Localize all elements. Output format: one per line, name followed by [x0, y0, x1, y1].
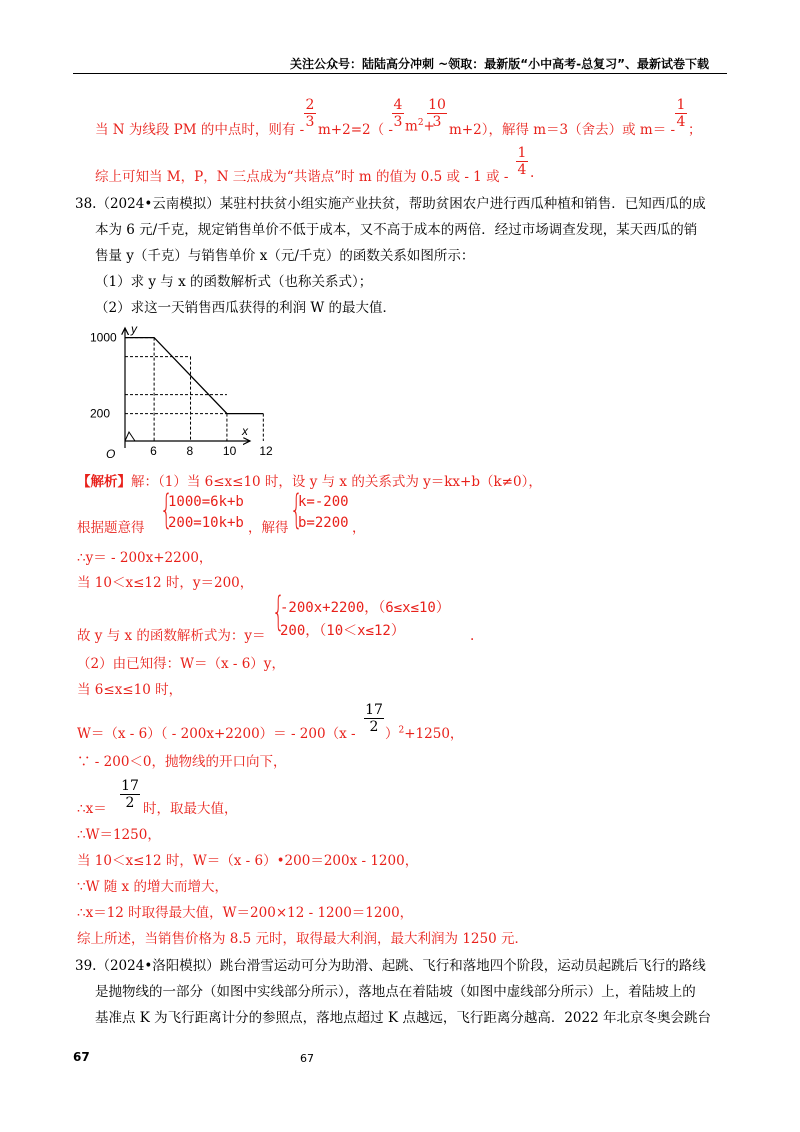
prev-text-period: . — [530, 165, 535, 181]
q38-part-2: （2）求这一天销售西瓜获得的利润 W 的最大值． — [95, 300, 397, 316]
solution-line-12: 当 10＜x≤12 时，W＝（x - 6）•200＝200x - 1200， — [77, 853, 419, 869]
fraction-4-3 — [392, 98, 404, 129]
fraction-17-2-b — [120, 779, 140, 810]
solution-line-6: （2）由已知得：W＝（x - 6）y， — [77, 656, 285, 672]
q38-line-1: 38.（2024•云南模拟）某驻村扶贫小组实施产业扶贫，帮助贫困农户进行西瓜种植和销售．已知西瓜的成 — [75, 196, 706, 212]
solution-line-9: ∵ - 200＜0，抛物线的开口向下， — [77, 754, 287, 770]
fraction-numerator: 17 — [121, 778, 139, 794]
page-number-center: 67 — [300, 1052, 314, 1065]
exponent: 2 — [398, 725, 405, 736]
var-m: m — [405, 118, 418, 135]
prev-line-1 — [95, 118, 304, 138]
prev-text-f: ； — [688, 122, 702, 138]
solution-text-2b: ，解得 — [248, 520, 289, 536]
page-number-left: 67 — [73, 1050, 90, 1064]
system-2-line-a: k=-200 — [298, 494, 349, 510]
solution-line-7: 当 6≤x≤10 时， — [77, 682, 183, 698]
q39-line-1: 39.（2024•洛阳模拟）跳台滑雪运动可分为助滑、起跳、飞行和落地四个阶段，运动员起跳后飞行的路线 — [75, 958, 706, 974]
y-tick-label-200: 200 — [90, 406, 111, 421]
solution-line-4: 当 10＜x≤12 时，y＝200， — [77, 575, 254, 591]
solution-text-10b: 时，取最大值， — [143, 801, 238, 817]
solution-line-14: ∴x＝12 时取得最大值，W＝200×12 - 1200＝1200， — [77, 905, 414, 921]
fraction-denominator: 2 — [369, 719, 379, 735]
page-header: 关注公众号：陆陆高分冲刺 ~领取：最新版“小中高考-总复习”、最新试卷下载 — [290, 57, 709, 71]
q38-line-2: 本为 6 元/千克，规定销售单价不低于成本，又不高于成本的两倍．经过市场调查发现，某天西瓜的销 — [95, 222, 698, 238]
prev-line-2: 综上可知当 M，P，N 三点成为“共谐点”时 m 的值为 0.5 或 - 1 或 - — [95, 169, 509, 185]
plus-sign: + — [423, 118, 435, 135]
q38-part-1: （1）求 y 与 x 的函数解析式（也称关系式）； — [95, 274, 373, 290]
fraction-10-3 — [427, 98, 447, 129]
piecewise-line-a: -200x+2200，（6≤x≤10） — [280, 600, 450, 616]
system-equations-2: { k=-200 b=2200 — [290, 487, 349, 533]
exponent: 2 — [417, 118, 424, 128]
solution-text-8b — [385, 722, 463, 742]
axis-break — [125, 432, 135, 441]
fraction-numerator: 4 — [393, 97, 403, 113]
prev-text-b: m+2=2（ - — [318, 122, 393, 138]
prev-text-e: m+2），解得 m＝3（舍去）或 m＝ - — [449, 122, 676, 138]
fraction-numerator: 10 — [428, 97, 446, 113]
q38-line-3: 售量 y（千克）与销售单价 x（元/千克）的函数关系如图所示： — [95, 248, 475, 264]
q39-line-2: 是抛物线的一部分（如图中实线部分所示），落地点在着陆坡（如图中虚线部分所示）上，着陆坡上的 — [95, 984, 696, 1000]
x-tick-label-12: 12 — [259, 444, 273, 458]
series-line — [125, 338, 263, 414]
header-rule — [73, 73, 727, 74]
system-1-line-b: 200=10k+b — [168, 515, 244, 531]
solution-text-5a: 故 y 与 x 的函数解析式为：y＝ — [77, 628, 266, 644]
solution-text-10a: ∴x＝ — [77, 801, 107, 817]
fraction-denominator: 4 — [676, 114, 686, 130]
x-axis-label: x — [242, 424, 248, 438]
solution-text-8a: W＝（x - 6）（ - 200x+2200）＝ - 200（x - — [77, 726, 356, 742]
system-equations-1: { 1000=6k+b 200=10k+b — [160, 487, 244, 533]
system-1-line-a: 1000=6k+b — [168, 494, 244, 510]
fraction-denominator: 3 — [393, 114, 403, 130]
origin-label: O — [106, 447, 116, 461]
solution-tag: 【解析】 — [77, 474, 131, 490]
x-tick-label-6: 6 — [150, 444, 157, 458]
close-paren: ） — [385, 726, 399, 742]
x-tick-label-8: 8 — [186, 444, 194, 458]
y-tick-label-1000: 1000 — [90, 330, 117, 345]
fraction-2-3 — [304, 98, 316, 129]
fraction-1-4 — [675, 98, 687, 129]
fraction-1-4-b — [516, 146, 528, 177]
constant-term: +1250， — [404, 726, 464, 742]
fraction-17-2 — [364, 703, 384, 734]
fraction-denominator: 4 — [517, 162, 527, 178]
solution-line-3: ∴y＝ - 200x+2200， — [77, 550, 213, 566]
solution-line-15: 综上所述，当销售价格为 8.5 元时，取得最大利润，最大利润为 1250 元． — [77, 931, 528, 947]
fraction-numerator: 2 — [305, 97, 315, 113]
solution-line-13: ∵W 随 x 的增大而增大， — [77, 879, 228, 895]
q39-line-3: 基准点 K 为飞行距离计分的参照点，落地点超过 K 点越远，飞行距离分越高．2022 年北京冬奥会跳台 — [95, 1010, 711, 1026]
fraction-denominator: 2 — [125, 795, 135, 811]
fraction-denominator: 3 — [305, 114, 315, 130]
solution-text-2c: ， — [352, 520, 366, 536]
prev-text-a: 当 N 为线段 PM 的中点时，则有 - — [95, 122, 305, 138]
fraction-denominator: 3 — [432, 114, 442, 130]
sales-graph — [90, 320, 273, 462]
fraction-numerator: 17 — [365, 702, 383, 718]
fraction-numerator: 1 — [676, 97, 686, 113]
solution-line-11: ∴W＝1250， — [77, 827, 161, 843]
piecewise-line-b: 200，（10＜x≤12） — [280, 623, 405, 639]
solution-text-1: 解：（1）当 6≤x≤10 时，设 y 与 x 的关系式为 y＝kx+b（k≠0）， — [131, 474, 542, 490]
solution-text-5b: . — [470, 628, 475, 644]
y-axis-label: y — [131, 322, 137, 336]
fraction-numerator: 1 — [517, 145, 527, 161]
x-tick-label-10: 10 — [222, 444, 237, 458]
system-2-line-b: b=2200 — [298, 515, 349, 531]
piecewise-function: { -200x+2200，（6≤x≤10） 200，（10＜x≤12） — [272, 589, 450, 639]
solution-line-1 — [77, 470, 542, 490]
solution-text-2a: 根据题意得 — [77, 520, 145, 536]
